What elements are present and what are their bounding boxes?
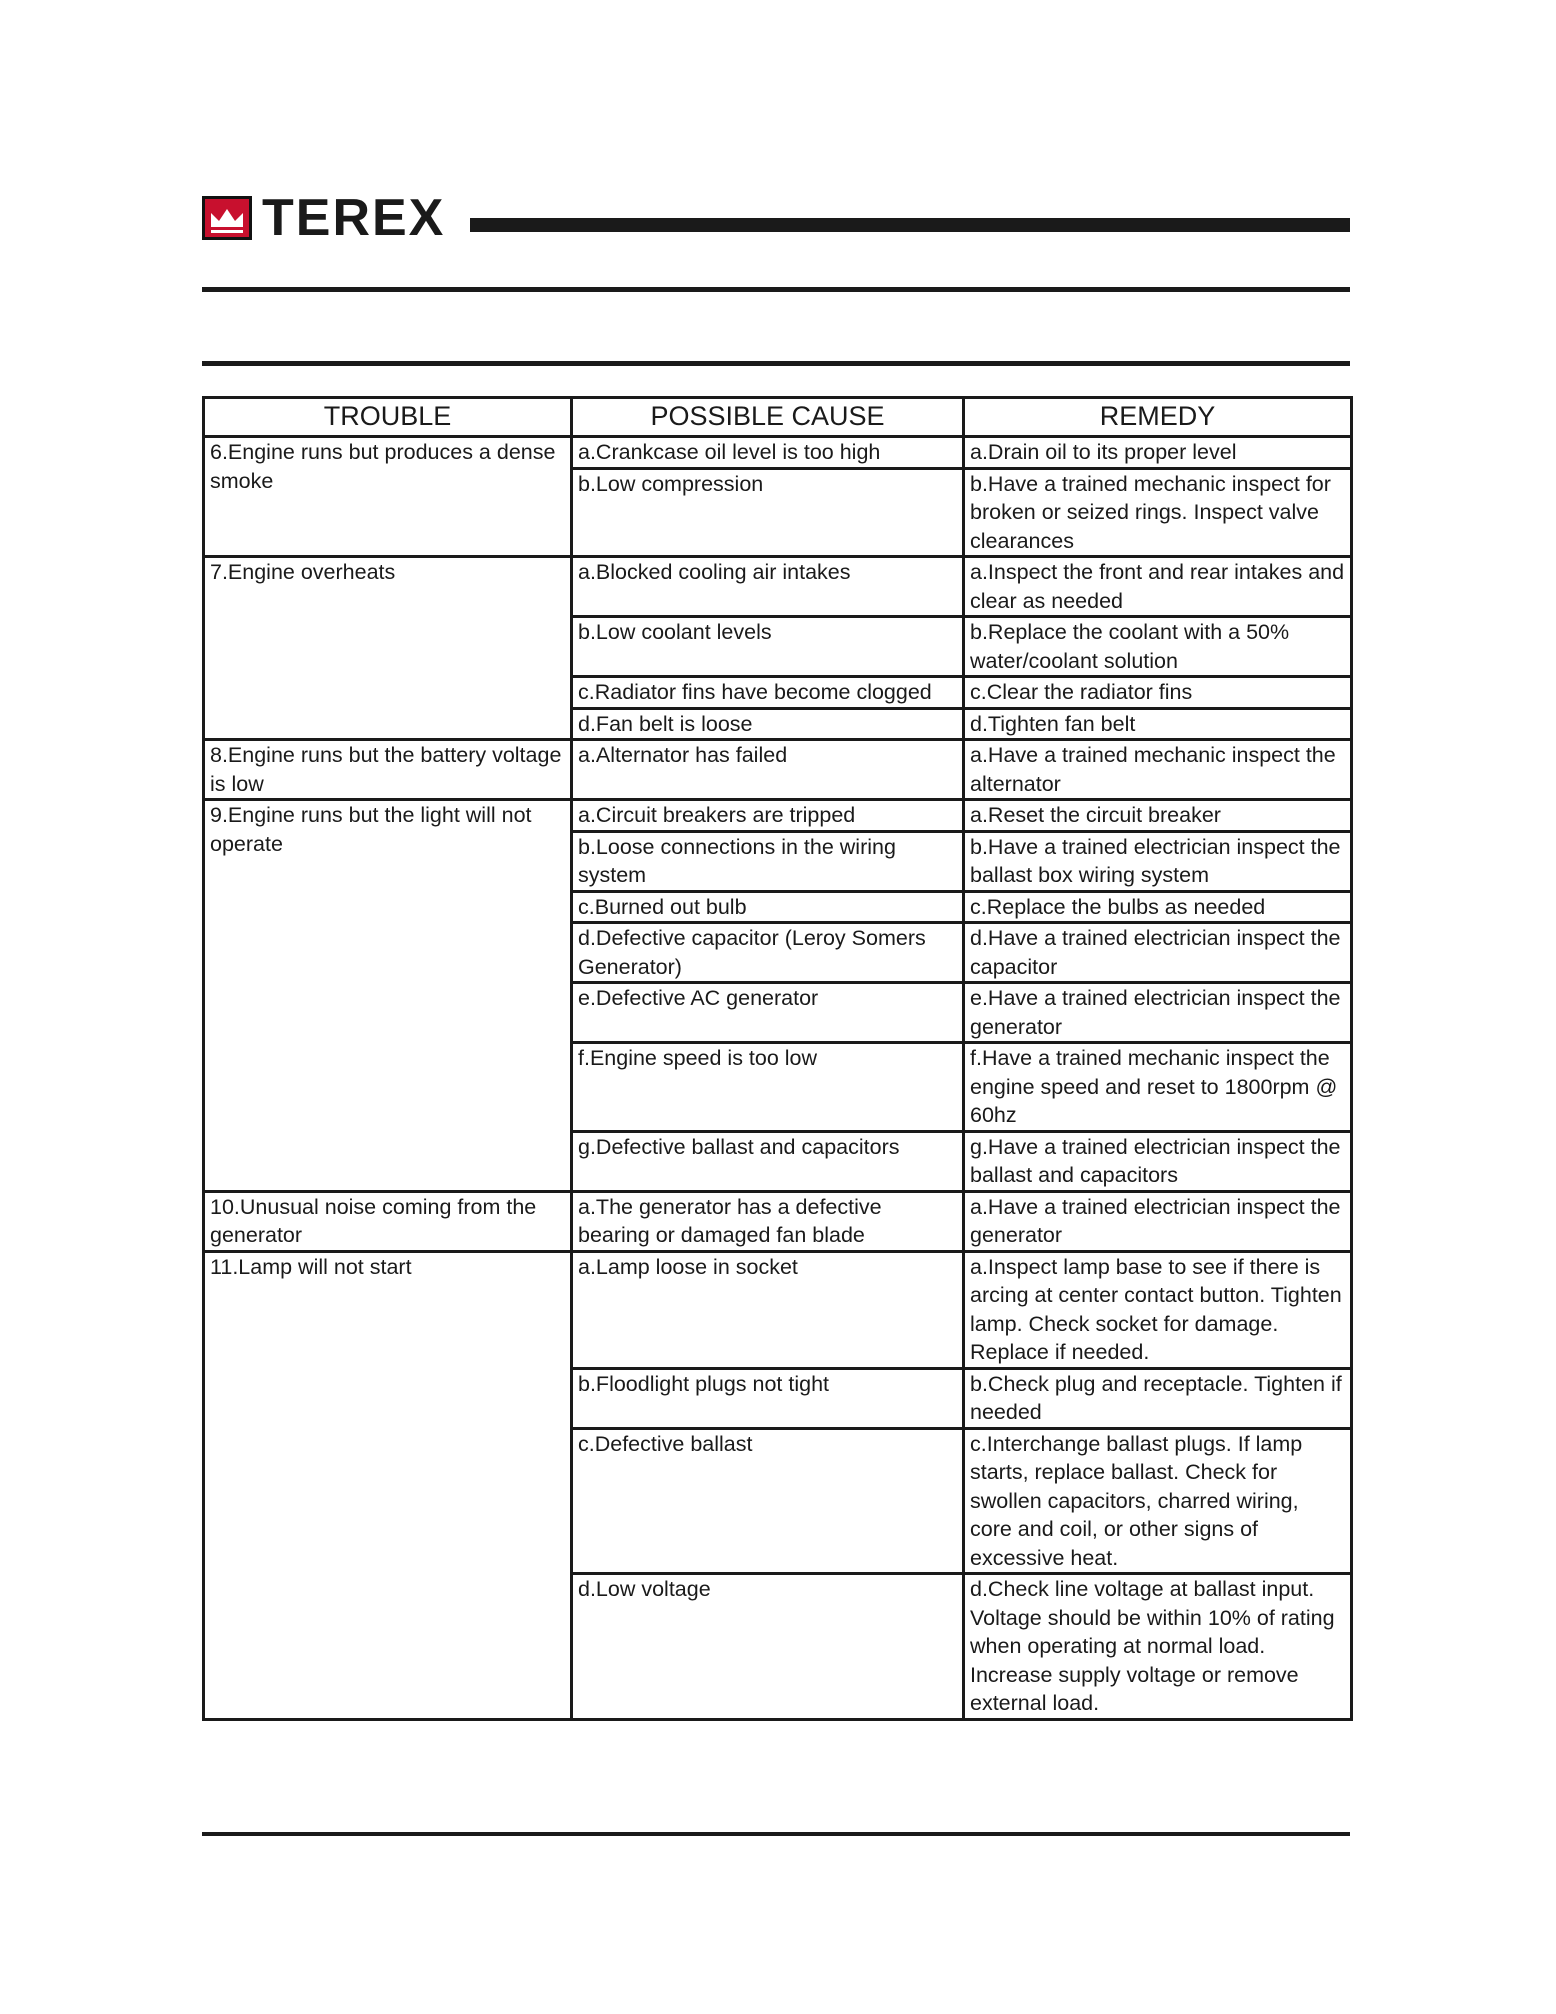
- trouble-cell: 10.Unusual noise coming from the generator: [204, 1191, 572, 1251]
- remedy-cell: e.Have a trained electrician inspect the generator: [964, 983, 1352, 1043]
- header-rule-top: [202, 287, 1350, 292]
- cause-cell: b.Low coolant levels: [572, 617, 964, 677]
- trouble-cell: 7.Engine overheats: [204, 557, 572, 740]
- header-bar: [470, 218, 1350, 232]
- troubleshooting-table: [202, 396, 1353, 1721]
- remedy-cell: c.Replace the bulbs as needed: [964, 891, 1352, 923]
- header-trouble: TROUBLE: [204, 398, 572, 437]
- cause-cell: c.Defective ballast: [572, 1428, 964, 1574]
- remedy-cell: b.Replace the coolant with a 50% water/coolant solution: [964, 617, 1352, 677]
- table-row: [204, 800, 1352, 832]
- remedy-cell: d.Have a trained electrician inspect the capacitor: [964, 923, 1352, 983]
- remedy-cell: a.Have a trained mechanic inspect the alternator: [964, 740, 1352, 800]
- remedy-cell: b.Have a trained electrician inspect the ballast box wiring system: [964, 831, 1352, 891]
- remedy-cell: g.Have a trained electrician inspect the ballast and capacitors: [964, 1131, 1352, 1191]
- footer-rule: [202, 1832, 1350, 1836]
- brand-name: TEREX: [262, 189, 446, 247]
- table-row: [204, 1191, 1352, 1251]
- remedy-cell: a.Have a trained electrician inspect the generator: [964, 1191, 1352, 1251]
- crown-icon: [202, 196, 252, 240]
- cause-cell: a.Alternator has failed: [572, 740, 964, 800]
- remedy-cell: c.Clear the radiator fins: [964, 677, 1352, 709]
- remedy-cell: a.Inspect the front and rear intakes and clear as needed: [964, 557, 1352, 617]
- remedy-cell: a.Reset the circuit breaker: [964, 800, 1352, 832]
- cause-cell: c.Burned out bulb: [572, 891, 964, 923]
- trouble-cell: 6.Engine runs but produces a dense smoke: [204, 437, 572, 557]
- table-row: [204, 1251, 1352, 1368]
- cause-cell: b.Low compression: [572, 468, 964, 557]
- remedy-cell: d.Check line voltage at ballast input. Voltage should be within 10% of rating when operating at normal load. Increase supply voltage or remove external load.: [964, 1574, 1352, 1720]
- cause-cell: a.Crankcase oil level is too high: [572, 437, 964, 469]
- remedy-cell: a.Inspect lamp base to see if there is arcing at center contact button. Tighten lamp. Check socket for damage. Replace if needed.: [964, 1251, 1352, 1368]
- cause-cell: b.Loose connections in the wiring system: [572, 831, 964, 891]
- cause-cell: a.Blocked cooling air intakes: [572, 557, 964, 617]
- terex-logo: [202, 189, 446, 247]
- table-row: [204, 437, 1352, 469]
- header-possible-cause: POSSIBLE CAUSE: [572, 398, 964, 437]
- header-remedy: REMEDY: [964, 398, 1352, 437]
- remedy-cell: c.Interchange ballast plugs. If lamp starts, replace ballast. Check for swollen capacitors, charred wiring, core and coil, or other signs of excessive heat.: [964, 1428, 1352, 1574]
- cause-cell: a.Circuit breakers are tripped: [572, 800, 964, 832]
- cause-cell: a.The generator has a defective bearing or damaged fan blade: [572, 1191, 964, 1251]
- cause-cell: c.Radiator fins have become clogged: [572, 677, 964, 709]
- remedy-cell: a.Drain oil to its proper level: [964, 437, 1352, 469]
- table-body: [204, 437, 1352, 1720]
- trouble-cell: 8.Engine runs but the battery voltage is low: [204, 740, 572, 800]
- table-row: [204, 740, 1352, 800]
- table-header-row: [204, 398, 1352, 437]
- cause-cell: f.Engine speed is too low: [572, 1043, 964, 1132]
- cause-cell: e.Defective AC generator: [572, 983, 964, 1043]
- remedy-cell: d.Tighten fan belt: [964, 708, 1352, 740]
- table-row: [204, 557, 1352, 617]
- cause-cell: b.Floodlight plugs not tight: [572, 1368, 964, 1428]
- cause-cell: g.Defective ballast and capacitors: [572, 1131, 964, 1191]
- remedy-cell: f.Have a trained mechanic inspect the engine speed and reset to 1800rpm @ 60hz: [964, 1043, 1352, 1132]
- trouble-cell: 11.Lamp will not start: [204, 1251, 572, 1719]
- cause-cell: d.Low voltage: [572, 1574, 964, 1720]
- header-rule-bottom: [202, 361, 1350, 366]
- remedy-cell: b.Check plug and receptacle. Tighten if needed: [964, 1368, 1352, 1428]
- cause-cell: d.Fan belt is loose: [572, 708, 964, 740]
- cause-cell: d.Defective capacitor (Leroy Somers Generator): [572, 923, 964, 983]
- trouble-cell: 9.Engine runs but the light will not operate: [204, 800, 572, 1192]
- cause-cell: a.Lamp loose in socket: [572, 1251, 964, 1368]
- remedy-cell: b.Have a trained mechanic inspect for broken or seized rings. Inspect valve clearances: [964, 468, 1352, 557]
